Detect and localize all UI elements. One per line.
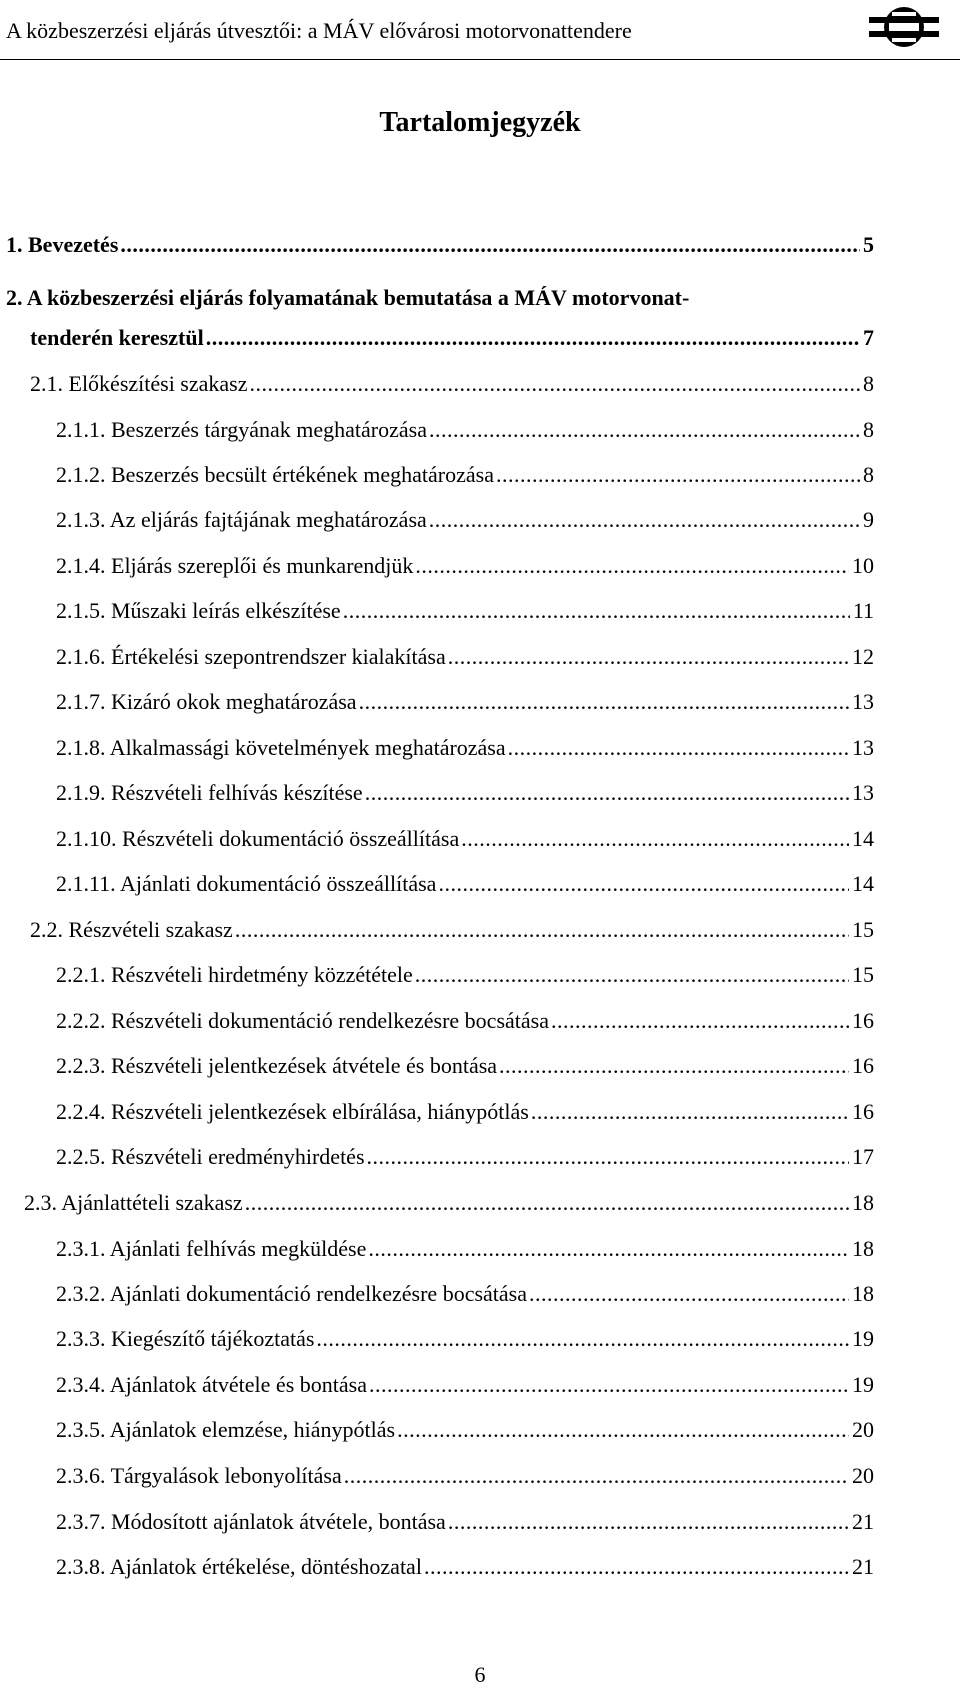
toc-entry-label: 2.3.8. Ajánlatok értékelése, döntéshozatal	[56, 1554, 422, 1579]
toc-entry[interactable]	[30, 369, 874, 399]
dot-leader	[531, 1097, 849, 1127]
toc-entry-page-number: 12	[852, 644, 874, 669]
dot-leader	[369, 1370, 849, 1400]
toc-entry-label: 2.1.7. Kizáró okok meghatározása	[56, 689, 357, 714]
dot-leader	[365, 778, 849, 808]
toc-entry-label: 2.1.2. Beszerzés becsült értékének meghatározása	[56, 462, 494, 487]
running-title: A közbeszerzési eljárás útvesztői: a MÁV elővárosi motorvonattendere	[6, 18, 632, 43]
toc-entry-page-number: 13	[852, 780, 874, 805]
toc-entry[interactable]	[24, 1188, 874, 1218]
toc-entry[interactable]	[56, 1507, 874, 1537]
toc-entry-page-number: 16	[852, 1053, 874, 1078]
toc-entry[interactable]	[56, 460, 874, 490]
toc-entry-label: 2.1.5. Műszaki leírás elkészítése	[56, 598, 341, 623]
toc-entry[interactable]	[30, 915, 874, 945]
toc-entry[interactable]	[56, 596, 874, 626]
dot-leader	[368, 1234, 849, 1264]
toc-entry[interactable]	[56, 505, 874, 535]
toc-entry[interactable]	[56, 1324, 874, 1354]
toc-entry-label: 2.1.11. Ajánlati dokumentáció összeállítása	[56, 871, 437, 896]
dot-leader	[424, 1552, 849, 1582]
toc-entry-page-number: 20	[852, 1417, 874, 1442]
toc-entry-label: 2. A közbeszerzési eljárás folyamatának bemutatása a MÁV motorvonat-	[6, 285, 690, 310]
toc-entry-label: 2.1.4. Eljárás szereplői és munkarendjük	[56, 553, 414, 578]
toc-entry-page-number: 15	[852, 917, 874, 942]
dot-leader	[359, 687, 849, 717]
dot-leader	[316, 1324, 849, 1354]
toc-entry[interactable]	[56, 551, 874, 581]
toc-entry-page-number: 13	[852, 689, 874, 714]
toc-entry-label: 2.1.10. Részvételi dokumentáció összeállítása	[56, 826, 460, 851]
toc-entry-label: 2.3.5. Ajánlatok elemzése, hiánypótlás	[56, 1417, 396, 1442]
dot-leader	[120, 230, 860, 260]
toc-entry[interactable]	[56, 642, 874, 672]
toc-entry-page-number: 8	[863, 417, 874, 442]
toc-entry[interactable]	[56, 824, 874, 854]
dot-leader	[343, 596, 850, 626]
dot-leader	[250, 369, 861, 399]
dot-leader	[415, 960, 849, 990]
toc-entry-page-number: 11	[852, 598, 874, 623]
toc-entry[interactable]	[56, 687, 874, 717]
toc-entry[interactable]	[30, 323, 874, 353]
toc-entry[interactable]	[56, 1415, 874, 1445]
toc-entry-label: 2.3.7. Módosított ajánlatok átvétele, bontása	[56, 1509, 446, 1534]
toc-entry-page-number: 8	[863, 371, 874, 396]
toc-entry[interactable]	[56, 415, 874, 445]
toc-entry-label: 2.3.4. Ajánlatok átvétele és bontása	[56, 1372, 367, 1397]
toc-entry-label: 1. Bevezetés	[6, 232, 119, 257]
toc-entry-label: 2.3.1. Ajánlati felhívás megküldése	[56, 1236, 367, 1261]
toc-entry-label: 2.2.1. Részvételi hirdetmény közzététele	[56, 962, 413, 987]
toc-entry[interactable]	[56, 1552, 874, 1582]
toc-entry[interactable]	[56, 1279, 874, 1309]
toc-entry-label: 2.1.6. Értékelési szepontrendszer kialakítása	[56, 644, 446, 669]
dot-leader	[344, 1461, 849, 1491]
toc-entry-page-number: 21	[852, 1554, 874, 1579]
toc-entry-label: 2.3.2. Ajánlati dokumentáció rendelkezésre bocsátása	[56, 1281, 527, 1306]
dot-leader	[206, 323, 860, 353]
dot-leader	[397, 1415, 849, 1445]
dot-leader	[429, 415, 860, 445]
toc-entry-page-number: 9	[863, 507, 874, 532]
running-header	[0, 0, 960, 62]
toc-entry-label: 2.2. Részvételi szakasz	[30, 917, 233, 942]
toc-entry-page-number: 14	[852, 826, 874, 851]
toc-entry-page-number: 19	[852, 1372, 874, 1397]
dot-leader	[438, 869, 849, 899]
dot-leader	[529, 1279, 849, 1309]
toc-entry[interactable]	[56, 1234, 874, 1264]
dot-leader	[448, 642, 849, 672]
toc-entry-page-number: 19	[852, 1326, 874, 1351]
dot-leader	[415, 551, 849, 581]
toc-entry-page-number: 8	[863, 462, 874, 487]
toc-entry-label: 2.2.4. Részvételi jelentkezések elbírálása, hiánypótlás	[56, 1099, 529, 1124]
toc-entry-page-number: 17	[852, 1144, 874, 1169]
toc-entry-page-number: 14	[852, 871, 874, 896]
toc-entry-page-number: 10	[852, 553, 874, 578]
toc-entry-page-number: 18	[852, 1281, 874, 1306]
toc-entry[interactable]	[56, 1142, 874, 1172]
header-rule	[0, 59, 960, 60]
toc-entry-label: 2.3.6. Tárgyalások lebonyolítása	[56, 1463, 342, 1488]
toc-entry-page-number: 18	[852, 1190, 874, 1215]
toc-entry[interactable]	[56, 778, 874, 808]
toc-entry[interactable]	[56, 733, 874, 763]
toc-entry[interactable]	[56, 960, 874, 990]
toc-entry-label: 2.1. Előkészítési szakasz	[30, 371, 248, 396]
toc-entry[interactable]	[56, 869, 874, 899]
dot-leader	[448, 1507, 849, 1537]
toc-entry-label: 2.3.3. Kiegészítő tájékoztatás	[56, 1326, 315, 1351]
toc-entry-label: 2.2.3. Részvételi jelentkezések átvétele és bontása	[56, 1053, 498, 1078]
dot-leader	[367, 1142, 849, 1172]
dot-leader	[551, 1006, 849, 1036]
toc-entry[interactable]	[56, 1097, 874, 1127]
toc-entry-page-number: 18	[852, 1236, 874, 1261]
toc-entry[interactable]	[56, 1006, 874, 1036]
toc-entry-label: 2.1.9. Részvételi felhívás készítése	[56, 780, 363, 805]
toc-entry-label: 2.2.5. Részvételi eredményhirdetés	[56, 1144, 365, 1169]
toc-entry-page-number: 5	[863, 232, 874, 257]
toc-entry-label: 2.1.8. Alkalmassági követelmények meghatározása	[56, 735, 506, 760]
dot-leader	[499, 1051, 849, 1081]
toc-entry-label: 2.3. Ajánlattételi szakasz	[24, 1190, 243, 1215]
toc-entry-label: 2.2.2. Részvételi dokumentáció rendelkezésre bocsátása	[56, 1008, 549, 1033]
toc-entry[interactable]	[56, 1461, 874, 1491]
toc-entry-label: 2.1.3. Az eljárás fajtájának meghatározása	[56, 507, 427, 532]
dot-leader	[496, 460, 860, 490]
toc-entry-label: tenderén keresztül	[30, 325, 204, 350]
toc-entry-page-number: 15	[852, 962, 874, 987]
toc-entry[interactable]	[56, 1051, 874, 1081]
page-number: 6	[474, 1662, 486, 1687]
dot-leader	[235, 915, 849, 945]
toc-entry-page-number: 20	[852, 1463, 874, 1488]
dot-leader	[429, 505, 860, 535]
toc-entry-page-number: 16	[852, 1099, 874, 1124]
toc-heading: Tartalomjegyzék	[379, 107, 581, 138]
dot-leader	[461, 824, 849, 854]
toc-entry[interactable]	[56, 1370, 874, 1400]
toc-entry-label: 2.1.1. Beszerzés tárgyának meghatározása	[56, 417, 427, 442]
dot-leader	[245, 1188, 849, 1218]
mav-railway-logo-icon	[869, 4, 939, 50]
toc-entry-page-number: 7	[863, 325, 874, 350]
toc-entry-page-number: 21	[852, 1509, 874, 1534]
dot-leader	[508, 733, 849, 763]
toc-entry-page-number: 13	[852, 735, 874, 760]
toc-entry-page-number: 16	[852, 1008, 874, 1033]
toc-entry[interactable]	[6, 230, 874, 260]
